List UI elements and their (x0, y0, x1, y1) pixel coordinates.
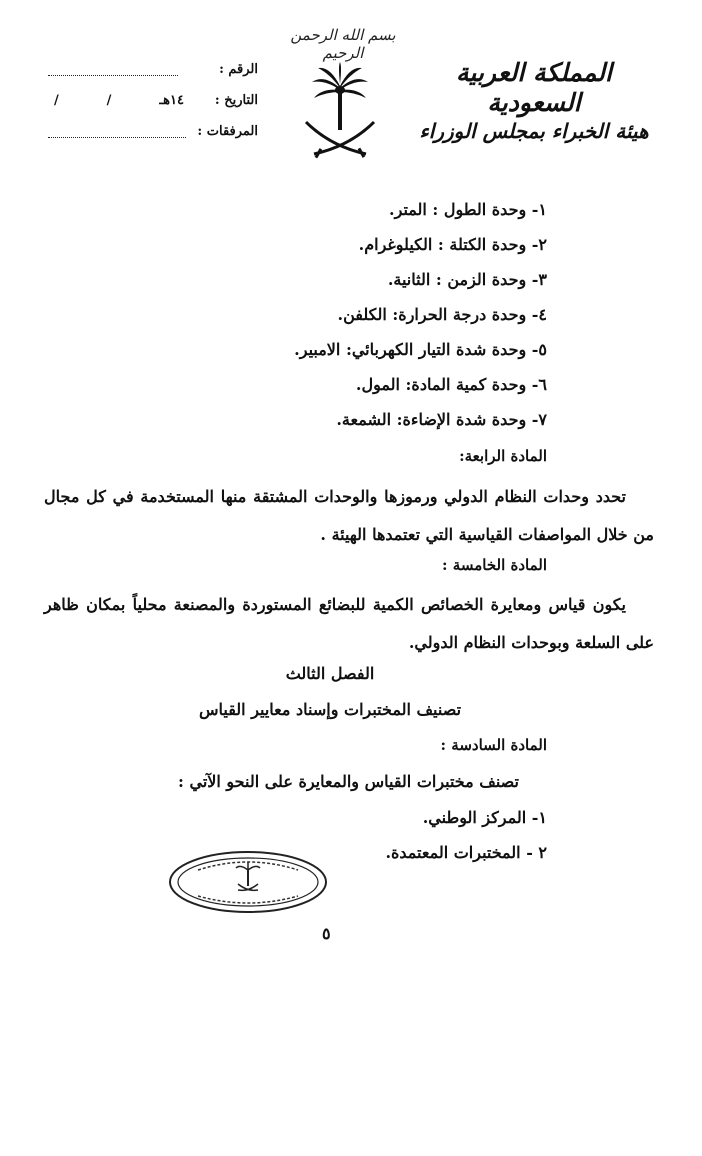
unit-item: ٤- وحدة درجة الحرارة: الكلفن. (337, 305, 547, 324)
attachments-label: المرفقات : (197, 124, 258, 139)
date-day-separator: / (54, 93, 59, 108)
date-values (54, 93, 184, 108)
org-line-kingdom: المملكة العربية السعودية (456, 58, 612, 117)
page-number: ٥ (322, 924, 331, 943)
lab-category-item: ١- المركز الوطني. (422, 808, 547, 827)
lab-category-item: ٢ - المختبرات المعتمدة. (385, 843, 547, 862)
organization-name (414, 58, 654, 144)
article-4-text: تحدد وحدات النظام الدولي ورموزها والوحدات المشتقة منها المستخدمة في كل مجال من خلال المواصفات القياسية التي تعتمدها الهيئة . (44, 487, 654, 544)
unit-item: ٣- وحدة الزمن : الثانية. (387, 270, 547, 289)
article-5-heading: المادة الخامسة : (442, 556, 547, 574)
official-seal-stamp (168, 850, 328, 914)
unit-item: ٥- وحدة شدة التيار الكهربائي: الامبير. (294, 340, 547, 359)
chapter-title: الفصل الثالث (285, 664, 375, 683)
article-5-text: يكون قياس ومعايرة الخصائص الكمية للبضائع المستوردة والمصنعة محلياً بمكان ظاهر على السلعة وبوحدات النظام الدولي. (44, 595, 654, 652)
date-month-separator: / (106, 93, 112, 108)
unit-item: ٦- وحدة كمية المادة: المول. (355, 375, 547, 394)
reference-label: الرقم : (219, 62, 258, 77)
article-4-heading: المادة الرابعة: (459, 447, 547, 465)
date-year: ١٤هـ (159, 93, 184, 108)
reference-line (48, 75, 178, 76)
unit-item: ٧- وحدة شدة الإضاءة: الشمعة. (336, 410, 547, 429)
chapter-subtitle: تصنيف المختبرات وإسناد معايير القياس (198, 700, 462, 719)
unit-item: ١- وحدة الطول : المتر. (389, 200, 547, 219)
article-6-text: تصنف مختبرات القياس والمعايرة على النحو الآتي : (178, 772, 519, 791)
unit-item: ٢- وحدة الكتلة : الكيلوغرام. (358, 235, 547, 254)
saudi-emblem-icon (300, 60, 380, 160)
date-label: التاريخ : (214, 93, 258, 108)
article-6-heading: المادة السادسة : (440, 736, 547, 754)
attachments-line (48, 137, 186, 138)
basmala: بسم الله الرحمن الرحيم (290, 26, 396, 62)
org-line-commission: هيئة الخبراء بمجلس الوزراء (419, 119, 649, 143)
